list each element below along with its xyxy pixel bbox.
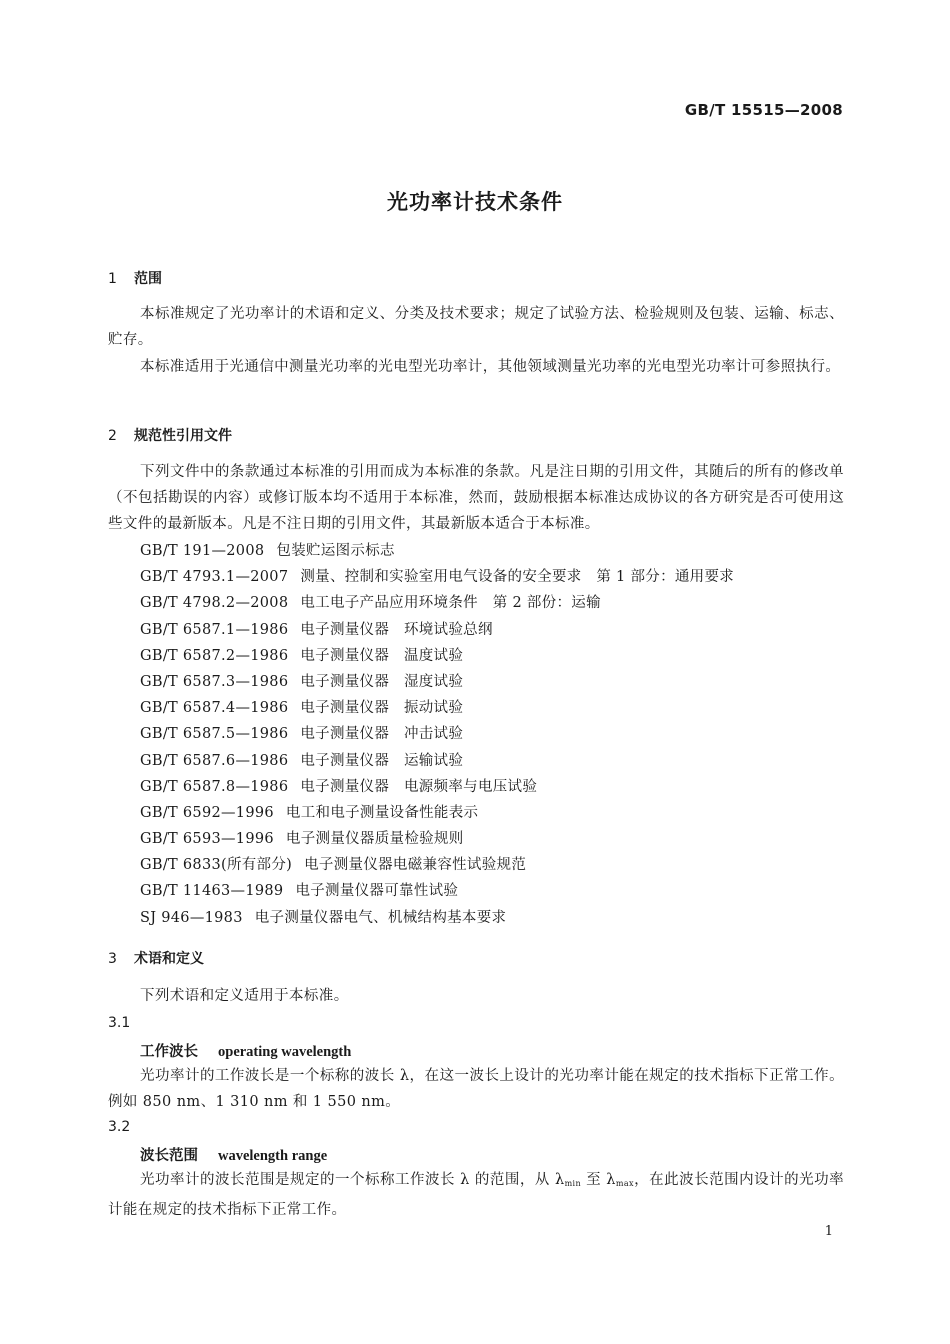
reference-code: GB/T 6593—1996 [140,831,274,848]
term-number: 3.1 [108,1015,131,1031]
reference-code: GB/T 6587.3—1986 [140,673,289,690]
reference-title: 电子测量仪器质量检验规则 [285,831,464,848]
reference-item [140,695,734,721]
reference-item [140,748,734,774]
section-3-intro: 下列术语和定义适用于本标准。 [140,988,349,1004]
document-title: 光功率计技术条件 [387,190,563,214]
section-1-paragraph-2: 本标准适用于光通信中测量光功率的光电型光功率计，其他领域测量光功率的光电型光功率计可参照执行。 [140,359,841,375]
term-number: 3.2 [108,1119,131,1135]
definition-text: 至 λ [581,1172,616,1188]
reference-item [140,774,734,800]
term-chinese: 工作波长 [140,1044,198,1060]
reference-title: 电工和电子测量设备性能表示 [285,804,479,821]
section-1-heading [108,268,162,288]
reference-item [140,538,734,564]
reference-title: 电子测量仪器 振动试验 [300,700,464,717]
reference-item [140,669,734,695]
term-heading [140,1144,327,1165]
reference-item [140,826,734,852]
reference-title: 电工电子产品应用环境条件 第 2 部份：运输 [300,595,601,612]
reference-code: GB/T 6587.2—1986 [140,647,289,664]
section-1-paragraph-1: 本标准规定了光功率计的术语和定义、分类及技术要求；规定了试验方法、检验规则及包装、运输、标志、贮存。 [108,306,844,348]
reference-title: 包装贮运图示标志 [276,543,395,559]
reference-item [140,800,734,826]
section-2-heading [108,425,232,445]
term-chinese: 波长范围 [140,1148,198,1164]
reference-code: GB/T 6587.8—1986 [140,778,289,795]
reference-item [140,590,734,616]
section-2-intro: 下列文件中的条款通过本标准的引用而成为本标准的条款。凡是注日期的引用文件，其随后的所有的修改单（不包括勘误的内容）或修订版本均不适用于本标准，然而，鼓励根据本标准达成协议的各方研究是否可使用这些文件的最新版本。凡是不注日期的引用文件，其最新版本适合于本标准。 [108,464,844,532]
reference-item [140,905,734,931]
subscript-max: max [615,1179,634,1188]
subscript-min: min [564,1179,582,1188]
standard-code: GB/T 15515—2008 [684,101,843,119]
term-definition [108,1167,844,1223]
section-title: 范围 [134,271,162,287]
reference-code: GB/T 191—2008 [140,543,265,559]
reference-code: GB/T 6587.6—1986 [140,752,289,769]
reference-code: SJ 946—1983 [140,909,243,926]
reference-code: GB/T 6592—1996 [140,804,274,821]
reference-title: 电子测量仪器电磁兼容性试验规范 [304,857,527,874]
reference-title: 电子测量仪器 环境试验总纲 [300,621,493,638]
definition-text: ，在此波长范围内设计的光功率计能在规定的技术指标下正常工作。 [108,1172,844,1218]
reference-code: GB/T 6833(所有部分) [140,857,293,874]
reference-title: 测量、控制和实验室用电气设备的安全要求 第 1 部分：通用要求 [300,569,735,586]
normative-references-list [140,538,734,931]
section-3-heading [108,948,204,968]
reference-title: 电子测量仪器电气、机械结构基本要求 [254,909,507,926]
reference-code: GB/T 6587.1—1986 [140,621,289,638]
section-number: 2 [108,428,117,444]
reference-item [140,878,734,904]
reference-title: 电子测量仪器可靠性试验 [295,883,459,900]
reference-code: GB/T 4793.1—2007 [140,569,289,586]
reference-code: GB/T 6587.4—1986 [140,700,289,717]
term-heading [140,1040,351,1061]
section-title: 规范性引用文件 [134,428,232,444]
reference-item [140,617,734,643]
reference-title: 电子测量仪器 电源频率与电压试验 [300,778,538,795]
reference-code: GB/T 11463—1989 [140,883,284,900]
reference-code: GB/T 4798.2—2008 [140,595,289,612]
reference-item [140,564,734,590]
reference-title: 电子测量仪器 湿度试验 [300,673,464,690]
definition-text: 光功率计的波长范围是规定的一个标称工作波长 λ 的范围，从 λ [140,1172,565,1188]
term-english: wavelength range [218,1148,328,1164]
reference-item [140,852,734,878]
page-number: 1 [824,1224,833,1239]
reference-title: 电子测量仪器 运输试验 [300,752,464,769]
term-english: operating wavelength [218,1044,352,1060]
reference-item [140,721,734,747]
reference-code: GB/T 6587.5—1986 [140,726,289,743]
reference-title: 电子测量仪器 冲击试验 [300,726,464,743]
term-definition: 光功率计的工作波长是一个标称的波长 λ，在这一波长上设计的光功率计能在规定的技术指标下正常工作。例如 850 nm、1 310 nm 和 1 550 nm。 [108,1068,844,1110]
reference-title: 电子测量仪器 温度试验 [300,647,464,664]
section-title: 术语和定义 [134,951,204,967]
reference-item [140,643,734,669]
section-number: 1 [108,271,117,287]
section-number: 3 [108,951,117,967]
